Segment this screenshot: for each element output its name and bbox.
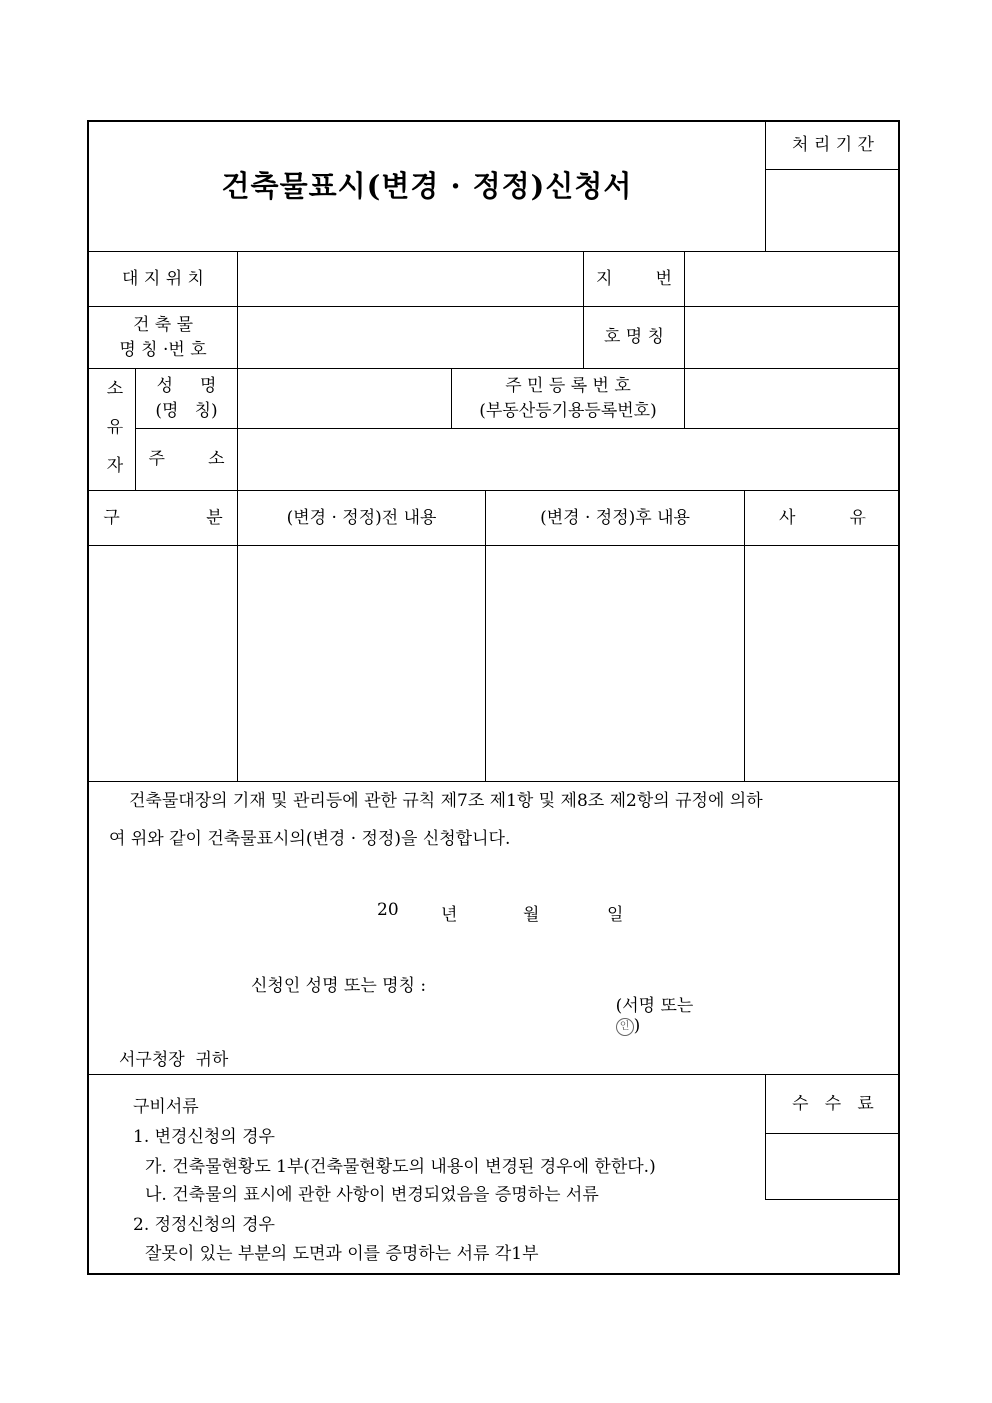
unit-name-label: 호 명 칭 bbox=[603, 327, 665, 348]
category-field[interactable] bbox=[89, 546, 237, 781]
resident-number-label-line2: (부동산등기용등록번호) bbox=[479, 400, 657, 421]
form-title: 건축물표시(변경 · 정정)신청서 bbox=[221, 169, 633, 204]
owner-label-text: 소 유 자 bbox=[102, 378, 123, 481]
site-location-label: 대 지 위 치 bbox=[122, 268, 204, 289]
reason-field[interactable] bbox=[745, 546, 900, 781]
documents-item-1: 1. 변경신청의 경우 bbox=[133, 1127, 275, 1147]
owner-name-field[interactable] bbox=[238, 369, 451, 428]
reason-header: 사 유 bbox=[779, 507, 866, 528]
processing-period-value[interactable] bbox=[766, 170, 900, 251]
unit-name-field[interactable] bbox=[685, 307, 900, 368]
resident-number-field[interactable] bbox=[685, 369, 900, 428]
processing-period-label: 처 리 기 간 bbox=[792, 135, 874, 156]
before-content-header: (변경 · 정정)전 내용 bbox=[286, 507, 437, 528]
building-name-label-line1: 건 축 물 bbox=[132, 314, 194, 335]
date-year: 20 bbox=[377, 900, 399, 920]
documents-item-1b: 나. 건축물의 표시에 관한 사항이 변경되었음을 증명하는 서류 bbox=[145, 1185, 599, 1205]
site-location-field[interactable] bbox=[238, 252, 583, 306]
owner-label bbox=[89, 369, 135, 490]
sign-close: ) bbox=[633, 1016, 641, 1036]
sign-label: (서명 또는 bbox=[615, 996, 694, 1016]
documents-item-2: 2. 정정신청의 경우 bbox=[133, 1215, 275, 1235]
resident-number-label bbox=[452, 369, 684, 428]
documents-item-1a: 가. 건축물현황도 1부(건축물현황도의 내용이 변경된 경우에 한한다.) bbox=[145, 1157, 656, 1177]
applicant-label: 신청인 성명 또는 명칭 : bbox=[251, 976, 427, 996]
date-month-label: 월 bbox=[523, 905, 540, 925]
seal-icon: 인 bbox=[616, 1018, 634, 1036]
statement-line-1: 건축물대장의 기재 및 관리등에 관한 규칙 제7조 제1항 및 제8조 제2항의 규정에 의하 bbox=[129, 791, 763, 811]
fee-label: 수 수 료 bbox=[792, 1093, 874, 1114]
address-label: 주 소 bbox=[148, 449, 225, 470]
building-name-label-line2: 명 칭 ·번 호 bbox=[119, 339, 207, 360]
documents-heading: 구비서류 bbox=[133, 1097, 199, 1117]
application-form bbox=[87, 120, 900, 1275]
resident-number-label-line1: 주 민 등 록 번 호 bbox=[505, 375, 631, 396]
owner-name-label bbox=[136, 369, 237, 428]
date-day-label: 일 bbox=[607, 905, 624, 925]
lot-number-label: 지 번 bbox=[595, 268, 673, 289]
owner-name-label-line2: (명 칭) bbox=[155, 400, 218, 421]
address-field[interactable] bbox=[238, 429, 900, 490]
building-name-field[interactable] bbox=[238, 307, 583, 368]
divider bbox=[684, 368, 685, 428]
documents-item-2a: 잘못이 있는 부분의 도면과 이를 증명하는 서류 각1부 bbox=[145, 1244, 539, 1264]
owner-name-label-line1: 성 명 bbox=[156, 375, 217, 396]
fee-field[interactable] bbox=[766, 1134, 900, 1199]
lot-number-field[interactable] bbox=[685, 252, 900, 306]
divider bbox=[765, 1199, 900, 1200]
after-content-header: (변경 · 정정)후 내용 bbox=[540, 507, 690, 528]
category-header: 구 분 bbox=[103, 507, 223, 528]
addressee: 서구청장 귀하 bbox=[119, 1050, 229, 1070]
after-content-field[interactable] bbox=[486, 546, 744, 781]
building-name-label bbox=[89, 307, 237, 368]
statement-line-2: 여 위와 같이 건축물표시의(변경 · 정정)을 신청합니다. bbox=[109, 829, 511, 849]
statement-text bbox=[109, 782, 884, 858]
signature-area[interactable] bbox=[594, 971, 693, 1056]
date-year-label: 년 bbox=[441, 905, 458, 925]
before-content-field[interactable] bbox=[238, 546, 485, 781]
